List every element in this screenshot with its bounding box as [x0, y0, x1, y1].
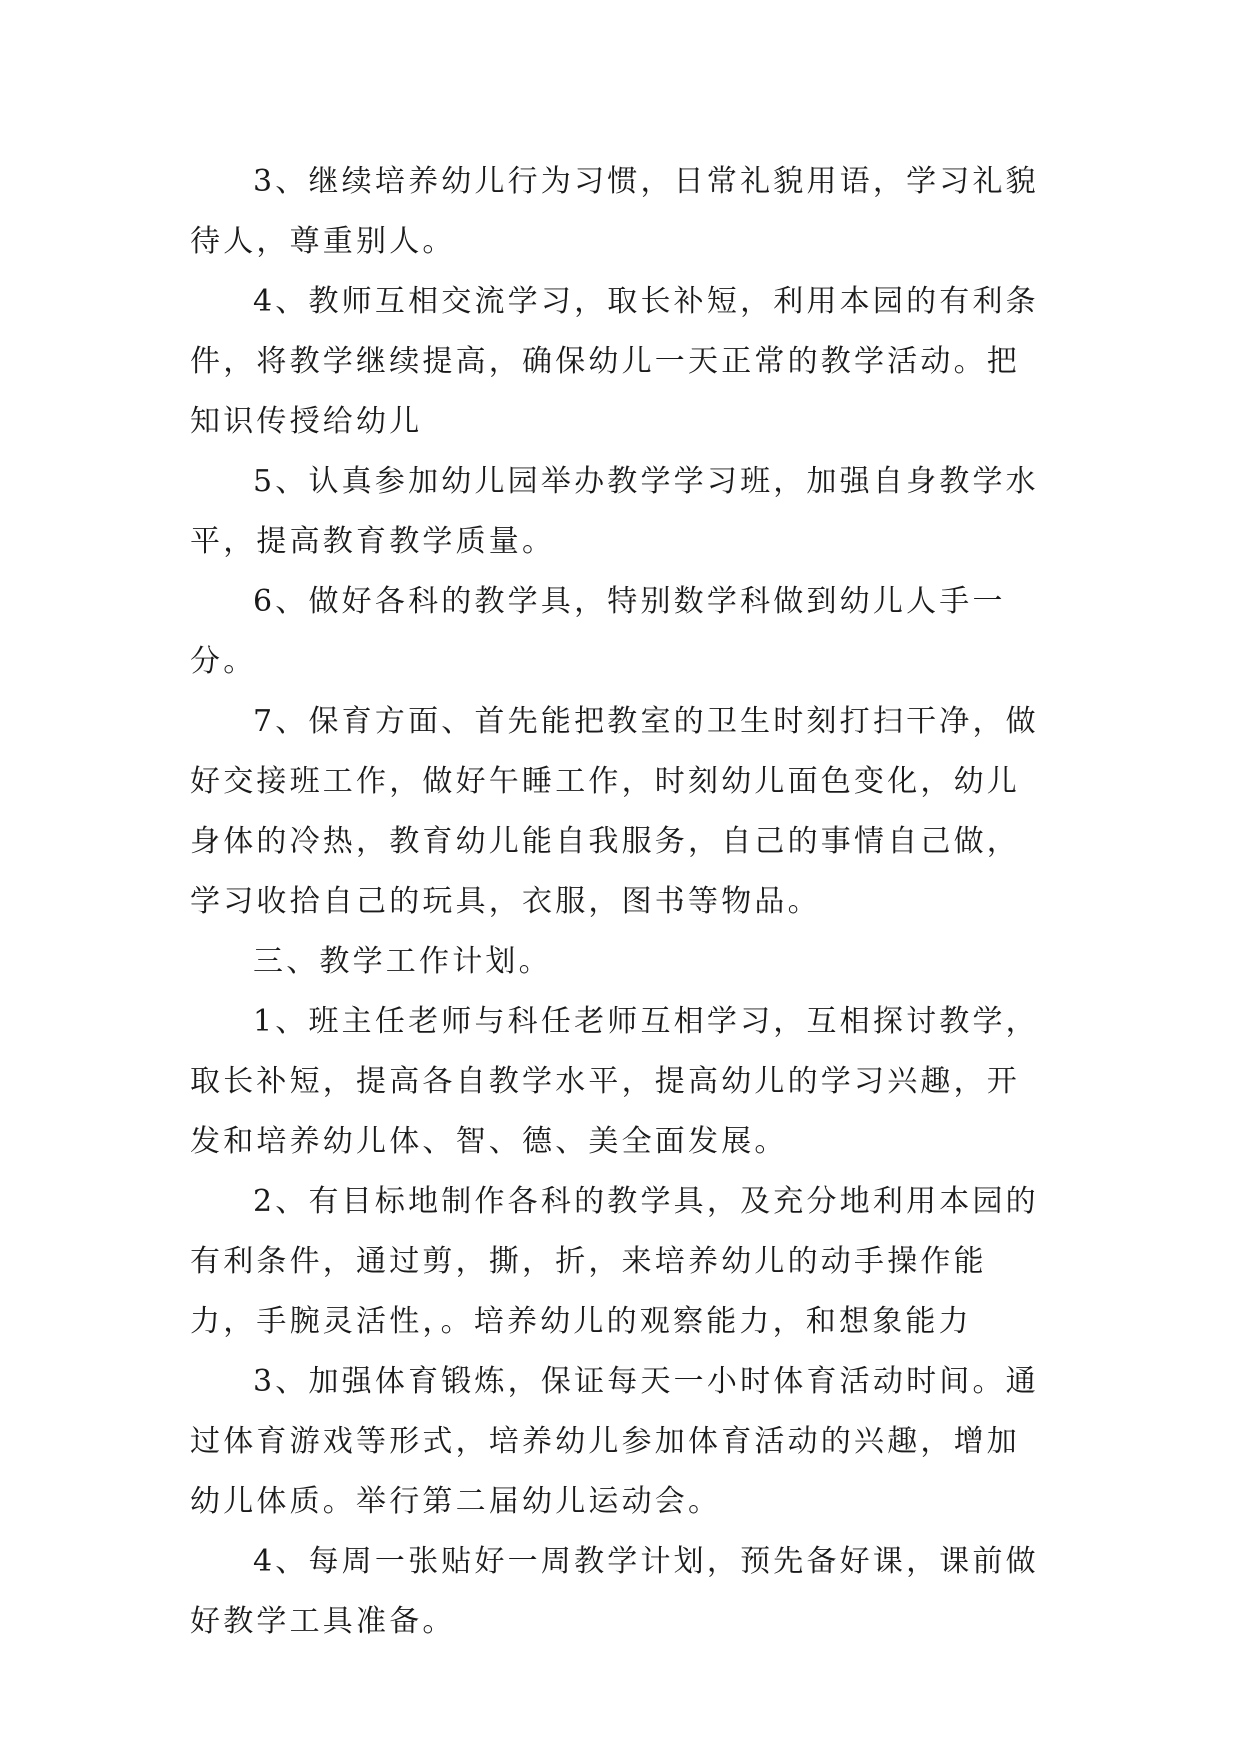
- paragraph-plan-2-teaching-aids: 2、有目标地制作各科的教学具，及充分地利用本园的有利条件，通过剪，撕，折，来培养幼儿的动手操作能力，手腕灵活性，。培养幼儿的观察能力，和想象能力: [190, 1184, 1039, 1339]
- paragraph-item-5-training-class: 5、认真参加幼儿园举办教学学习班，加强自身教学水平，提高教育教学质量。: [190, 464, 1039, 559]
- paragraph-item-7-childcare: 7、保育方面、首先能把教室的卫生时刻打扫干净，做好交接班工作，做好午睡工作，时刻幼儿面色变化，幼儿身体的冷热，教育幼儿能自我服务，自己的事情自己做，学习收拾自己的玩具，衣服，图书等物品。: [190, 704, 1039, 919]
- paragraph-item-3-behavior-habits: 3、继续培养幼儿行为习惯，日常礼貌用语，学习礼貌待人，尊重别人。: [190, 164, 1039, 259]
- paragraph-plan-1-mutual-learning: 1、班主任老师与科任老师互相学习，互相探讨教学，取长补短，提高各自教学水平，提高幼儿的学习兴趣，开发和培养幼儿体、智、德、美全面发展。: [190, 1004, 1039, 1159]
- paragraph-item-4-teacher-exchange: 4、教师互相交流学习，取长补短，利用本园的有利条件，将教学继续提高，确保幼儿一天正常的教学活动。把知识传授给幼儿: [190, 284, 1039, 439]
- document-body: [190, 152, 1050, 1652]
- paragraph-plan-3-physical-exercise: 3、加强体育锻炼，保证每天一小时体育活动时间。通过体育游戏等形式，培养幼儿参加体育活动的兴趣，增加幼儿体质。举行第二届幼儿运动会。: [190, 1364, 1039, 1519]
- paragraph-plan-4-weekly-plan: 4、每周一张贴好一周教学计划，预先备好课，课前做好教学工具准备。: [190, 1544, 1039, 1639]
- section-heading-teaching-plan: 三、教学工作计划。: [253, 944, 552, 979]
- paragraph-item-6-teaching-aids: 6、做好各科的教学具，特别数学科做到幼儿人手一分。: [190, 584, 1006, 679]
